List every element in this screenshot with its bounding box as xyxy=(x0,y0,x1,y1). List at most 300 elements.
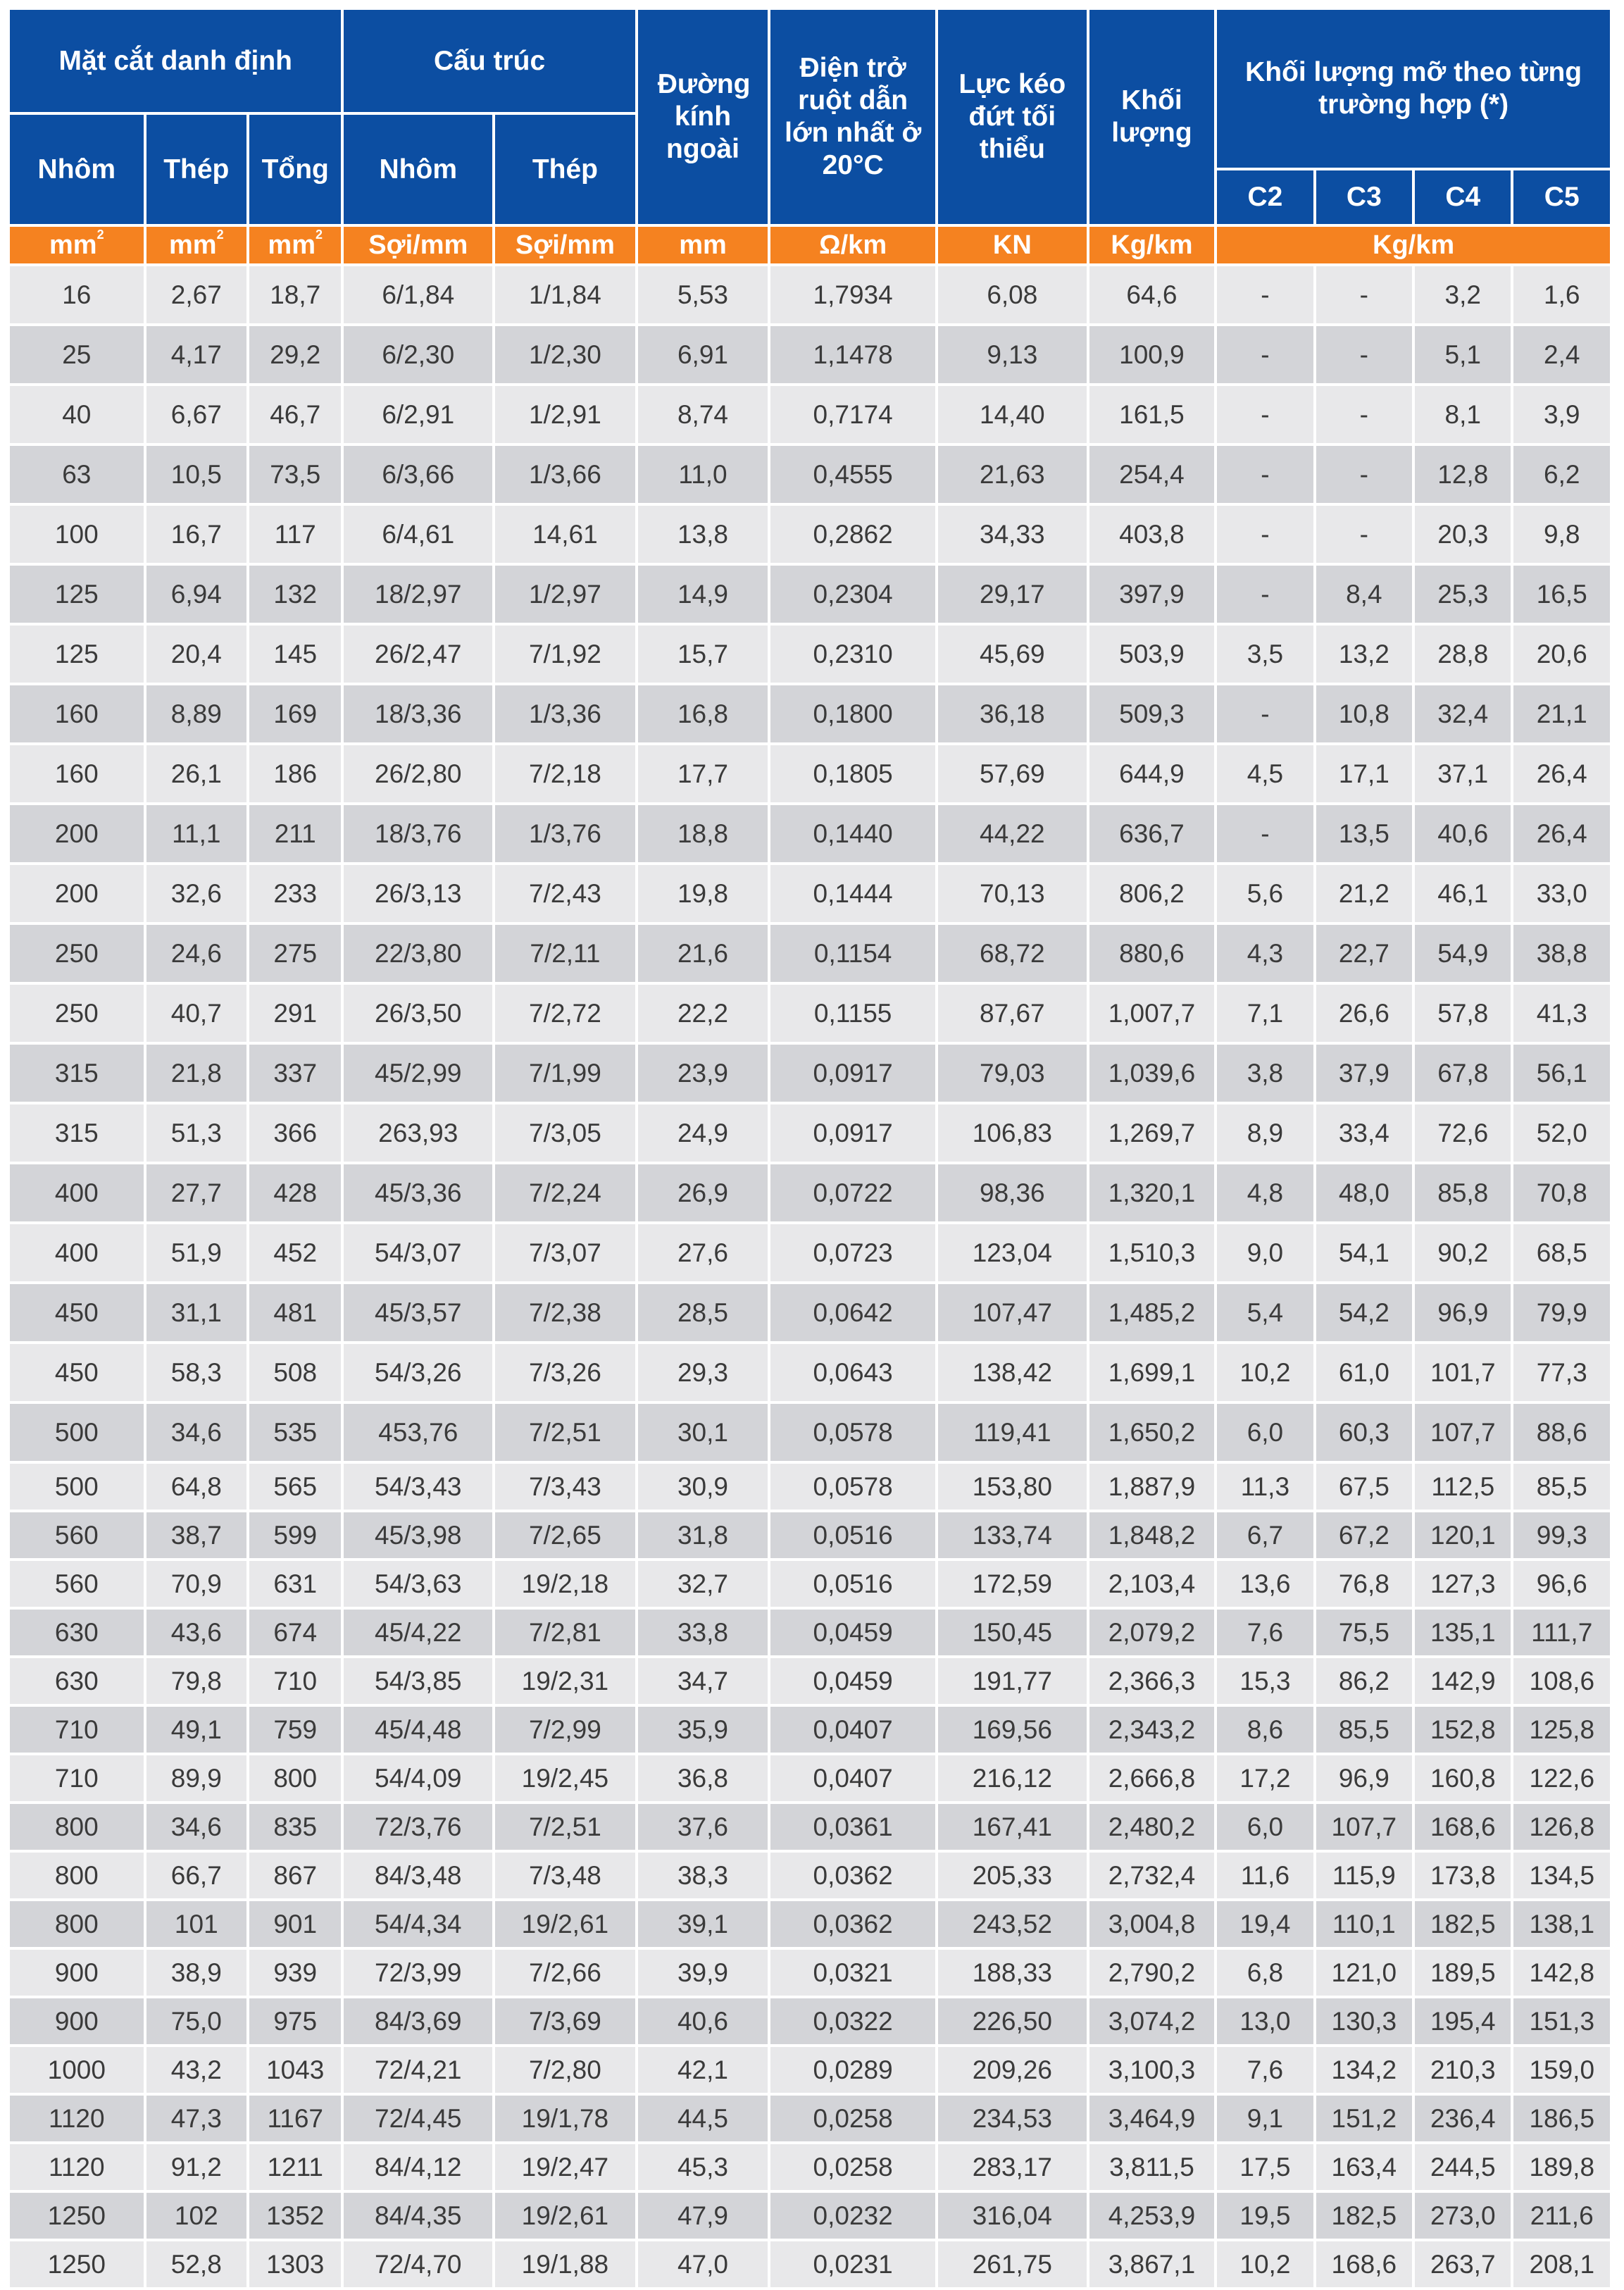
cell-steel-wires: 7/1,99 xyxy=(495,1045,635,1102)
cell-outer-diameter: 5,53 xyxy=(638,266,768,323)
cell-grease-c5: 208,1 xyxy=(1513,2241,1610,2287)
units-row xyxy=(10,227,1610,263)
cell-outer-diameter: 6,91 xyxy=(638,326,768,383)
cell-grease-c2: 10,2 xyxy=(1217,2241,1313,2287)
table-row xyxy=(10,1950,1610,1996)
header-c5: C5 xyxy=(1513,170,1610,224)
cell-resistance: 0,1800 xyxy=(770,685,935,742)
cell-resistance: 0,0578 xyxy=(770,1404,935,1461)
cell-resistance: 0,0361 xyxy=(770,1804,935,1850)
cell-mass: 1,650,2 xyxy=(1089,1404,1215,1461)
cell-grease-c4: 8,1 xyxy=(1415,386,1511,443)
cell-grease-c5: 108,6 xyxy=(1513,1658,1610,1704)
cell-grease-c2: - xyxy=(1217,566,1313,623)
table-body xyxy=(10,266,1610,2287)
cell-grease-c2: 10,2 xyxy=(1217,1344,1313,1401)
cell-tensile: 172,59 xyxy=(938,1561,1087,1607)
cell-aluminium-area: 1120 xyxy=(10,2144,144,2190)
cell-outer-diameter: 38,3 xyxy=(638,1853,768,1898)
cell-outer-diameter: 33,8 xyxy=(638,1610,768,1655)
cell-steel-area: 101 xyxy=(146,1901,246,1947)
cell-outer-diameter: 26,9 xyxy=(638,1164,768,1221)
cell-grease-c3: 37,9 xyxy=(1316,1045,1412,1102)
cell-grease-c2: 13,6 xyxy=(1217,1561,1313,1607)
table-row xyxy=(10,2193,1610,2239)
header-nominal-section: Mặt cắt danh định xyxy=(10,10,341,112)
cell-mass: 3,100,3 xyxy=(1089,2047,1215,2093)
cell-grease-c2: 19,5 xyxy=(1217,2193,1313,2239)
cell-outer-diameter: 22,2 xyxy=(638,985,768,1042)
cell-total-area: 631 xyxy=(249,1561,341,1607)
cell-grease-c5: 70,8 xyxy=(1513,1164,1610,1221)
cell-grease-c2: 7,6 xyxy=(1217,2047,1313,2093)
cell-mass: 3,464,9 xyxy=(1089,2096,1215,2141)
cell-mass: 1,007,7 xyxy=(1089,985,1215,1042)
cell-tensile: 34,33 xyxy=(938,506,1087,563)
cell-total-area: 481 xyxy=(249,1284,341,1341)
cell-aluminium-wires: 54/4,34 xyxy=(344,1901,492,1947)
cell-grease-c2: 5,4 xyxy=(1217,1284,1313,1341)
cell-tensile: 123,04 xyxy=(938,1224,1087,1281)
cell-total-area: 710 xyxy=(249,1658,341,1704)
cell-total-area: 1303 xyxy=(249,2241,341,2287)
cell-grease-c4: 57,8 xyxy=(1415,985,1511,1042)
cell-grease-c4: 67,8 xyxy=(1415,1045,1511,1102)
cell-grease-c4: 107,7 xyxy=(1415,1404,1511,1461)
cell-tensile: 119,41 xyxy=(938,1404,1087,1461)
cell-steel-area: 75,0 xyxy=(146,1998,246,2044)
cell-grease-c3: - xyxy=(1316,446,1412,503)
cell-total-area: 18,7 xyxy=(249,266,341,323)
cell-grease-c2: - xyxy=(1217,506,1313,563)
cell-tensile: 169,56 xyxy=(938,1707,1087,1753)
cell-grease-c2: 6,0 xyxy=(1217,1804,1313,1850)
cell-total-area: 132 xyxy=(249,566,341,623)
cell-grease-c4: 46,1 xyxy=(1415,865,1511,922)
cell-resistance: 0,0459 xyxy=(770,1610,935,1655)
cell-aluminium-area: 1120 xyxy=(10,2096,144,2141)
cell-resistance: 0,0362 xyxy=(770,1901,935,1947)
cell-grease-c5: 79,9 xyxy=(1513,1284,1610,1341)
cell-tensile: 205,33 xyxy=(938,1853,1087,1898)
cell-grease-c5: 186,5 xyxy=(1513,2096,1610,2141)
cell-grease-c4: 210,3 xyxy=(1415,2047,1511,2093)
cell-resistance: 0,0258 xyxy=(770,2144,935,2190)
cell-aluminium-wires: 45/4,22 xyxy=(344,1610,492,1655)
cell-steel-wires: 19/2,61 xyxy=(495,2193,635,2239)
cell-total-area: 211 xyxy=(249,805,341,862)
cell-outer-diameter: 39,1 xyxy=(638,1901,768,1947)
cell-tensile: 87,67 xyxy=(938,985,1087,1042)
cell-resistance: 0,1154 xyxy=(770,925,935,982)
cell-outer-diameter: 35,9 xyxy=(638,1707,768,1753)
cell-total-area: 145 xyxy=(249,626,341,683)
cell-aluminium-area: 160 xyxy=(10,745,144,802)
header-steel-area: Thép xyxy=(146,115,246,224)
cell-aluminium-wires: 54/4,09 xyxy=(344,1755,492,1801)
cell-grease-c2: 13,0 xyxy=(1217,1998,1313,2044)
cell-grease-c4: 195,4 xyxy=(1415,1998,1511,2044)
cell-steel-area: 10,5 xyxy=(146,446,246,503)
cell-grease-c2: 15,3 xyxy=(1217,1658,1313,1704)
table-row xyxy=(10,685,1610,742)
cell-steel-wires: 7/2,80 xyxy=(495,2047,635,2093)
cell-tensile: 36,18 xyxy=(938,685,1087,742)
cell-aluminium-wires: 54/3,85 xyxy=(344,1658,492,1704)
cell-resistance: 0,4555 xyxy=(770,446,935,503)
cell-aluminium-wires: 26/2,80 xyxy=(344,745,492,802)
cell-outer-diameter: 40,6 xyxy=(638,1998,768,2044)
cell-tensile: 107,47 xyxy=(938,1284,1087,1341)
cell-aluminium-wires: 45/3,98 xyxy=(344,1512,492,1558)
cell-aluminium-area: 500 xyxy=(10,1404,144,1461)
cell-steel-wires: 1/3,36 xyxy=(495,685,635,742)
cell-steel-area: 6,67 xyxy=(146,386,246,443)
header-c2: C2 xyxy=(1217,170,1313,224)
cell-steel-wires: 7/2,81 xyxy=(495,1610,635,1655)
header-aluminium-wires: Nhôm xyxy=(344,115,492,224)
cell-grease-c3: 10,8 xyxy=(1316,685,1412,742)
cell-grease-c5: 159,0 xyxy=(1513,2047,1610,2093)
table-row xyxy=(10,1658,1610,1704)
cell-aluminium-area: 125 xyxy=(10,566,144,623)
cell-grease-c3: 163,4 xyxy=(1316,2144,1412,2190)
cell-steel-wires: 1/1,84 xyxy=(495,266,635,323)
cell-steel-area: 58,3 xyxy=(146,1344,246,1401)
cell-grease-c5: 126,8 xyxy=(1513,1804,1610,1850)
table-row xyxy=(10,985,1610,1042)
cell-tensile: 44,22 xyxy=(938,805,1087,862)
cell-aluminium-wires: 72/3,76 xyxy=(344,1804,492,1850)
cell-grease-c4: 112,5 xyxy=(1415,1464,1511,1510)
cell-aluminium-area: 560 xyxy=(10,1512,144,1558)
cell-tensile: 14,40 xyxy=(938,386,1087,443)
cell-grease-c4: 120,1 xyxy=(1415,1512,1511,1558)
cell-tensile: 70,13 xyxy=(938,865,1087,922)
cell-resistance: 0,1440 xyxy=(770,805,935,862)
cell-grease-c3: 54,1 xyxy=(1316,1224,1412,1281)
cell-grease-c4: 273,0 xyxy=(1415,2193,1511,2239)
table-row xyxy=(10,1804,1610,1850)
cell-mass: 2,732,4 xyxy=(1089,1853,1215,1898)
cell-outer-diameter: 47,9 xyxy=(638,2193,768,2239)
cell-grease-c2: 3,5 xyxy=(1217,626,1313,683)
cell-aluminium-area: 630 xyxy=(10,1610,144,1655)
cell-steel-area: 6,94 xyxy=(146,566,246,623)
cell-grease-c5: 125,8 xyxy=(1513,1707,1610,1753)
cell-total-area: 901 xyxy=(249,1901,341,1947)
cell-grease-c3: 134,2 xyxy=(1316,2047,1412,2093)
cell-mass: 1,699,1 xyxy=(1089,1344,1215,1401)
cell-aluminium-wires: 26/3,50 xyxy=(344,985,492,1042)
cell-mass: 2,366,3 xyxy=(1089,1658,1215,1704)
cell-grease-c4: 152,8 xyxy=(1415,1707,1511,1753)
cell-outer-diameter: 8,74 xyxy=(638,386,768,443)
header-mass: Khối lượng xyxy=(1089,10,1215,224)
cell-grease-c3: 75,5 xyxy=(1316,1610,1412,1655)
cell-tensile: 209,26 xyxy=(938,2047,1087,2093)
cell-mass: 254,4 xyxy=(1089,446,1215,503)
cell-grease-c5: 38,8 xyxy=(1513,925,1610,982)
unit-steel-wires: Sợi/mm xyxy=(495,227,635,263)
cell-aluminium-area: 200 xyxy=(10,865,144,922)
cell-outer-diameter: 23,9 xyxy=(638,1045,768,1102)
cell-aluminium-area: 16 xyxy=(10,266,144,323)
cell-steel-area: 4,17 xyxy=(146,326,246,383)
cell-total-area: 366 xyxy=(249,1104,341,1162)
cell-resistance: 0,0578 xyxy=(770,1464,935,1510)
unit-outer-diameter: mm xyxy=(638,227,768,263)
cell-mass: 397,9 xyxy=(1089,566,1215,623)
cell-steel-area: 11,1 xyxy=(146,805,246,862)
cell-grease-c5: 2,4 xyxy=(1513,326,1610,383)
cell-steel-wires: 1/2,97 xyxy=(495,566,635,623)
cell-total-area: 535 xyxy=(249,1404,341,1461)
cell-mass: 3,811,5 xyxy=(1089,2144,1215,2190)
cell-aluminium-area: 40 xyxy=(10,386,144,443)
cell-grease-c5: 122,6 xyxy=(1513,1755,1610,1801)
table-header xyxy=(10,10,1610,263)
cell-grease-c5: 33,0 xyxy=(1513,865,1610,922)
cell-steel-area: 32,6 xyxy=(146,865,246,922)
cell-grease-c5: 1,6 xyxy=(1513,266,1610,323)
cell-tensile: 79,03 xyxy=(938,1045,1087,1102)
cell-grease-c3: 85,5 xyxy=(1316,1707,1412,1753)
cell-resistance: 0,0232 xyxy=(770,2193,935,2239)
cell-outer-diameter: 16,8 xyxy=(638,685,768,742)
cell-grease-c4: 85,8 xyxy=(1415,1164,1511,1221)
cell-grease-c3: 76,8 xyxy=(1316,1561,1412,1607)
cell-outer-diameter: 27,6 xyxy=(638,1224,768,1281)
cell-grease-c2: 11,3 xyxy=(1217,1464,1313,1510)
cell-total-area: 169 xyxy=(249,685,341,742)
cell-aluminium-wires: 84/3,48 xyxy=(344,1853,492,1898)
cell-steel-wires: 19/1,78 xyxy=(495,2096,635,2141)
cell-tensile: 106,83 xyxy=(938,1104,1087,1162)
cell-grease-c5: 9,8 xyxy=(1513,506,1610,563)
cell-outer-diameter: 18,8 xyxy=(638,805,768,862)
cell-tensile: 226,50 xyxy=(938,1998,1087,2044)
cell-mass: 1,039,6 xyxy=(1089,1045,1215,1102)
cell-aluminium-area: 400 xyxy=(10,1164,144,1221)
cell-tensile: 57,69 xyxy=(938,745,1087,802)
cell-aluminium-wires: 263,93 xyxy=(344,1104,492,1162)
cell-resistance: 0,1805 xyxy=(770,745,935,802)
cell-tensile: 9,13 xyxy=(938,326,1087,383)
cell-grease-c5: 68,5 xyxy=(1513,1224,1610,1281)
cell-steel-area: 43,2 xyxy=(146,2047,246,2093)
cell-grease-c3: 182,5 xyxy=(1316,2193,1412,2239)
cell-grease-c2: 7,1 xyxy=(1217,985,1313,1042)
cell-steel-wires: 7/3,26 xyxy=(495,1344,635,1401)
cell-grease-c2: - xyxy=(1217,386,1313,443)
cell-grease-c3: 86,2 xyxy=(1316,1658,1412,1704)
cell-tensile: 68,72 xyxy=(938,925,1087,982)
cell-steel-area: 49,1 xyxy=(146,1707,246,1753)
cell-grease-c4: 20,3 xyxy=(1415,506,1511,563)
cell-total-area: 867 xyxy=(249,1853,341,1898)
cell-grease-c2: 9,0 xyxy=(1217,1224,1313,1281)
cell-total-area: 1352 xyxy=(249,2193,341,2239)
table-row xyxy=(10,1707,1610,1753)
cell-steel-area: 89,9 xyxy=(146,1755,246,1801)
cell-outer-diameter: 30,9 xyxy=(638,1464,768,1510)
cell-steel-area: 21,8 xyxy=(146,1045,246,1102)
cell-mass: 880,6 xyxy=(1089,925,1215,982)
cell-resistance: 0,0322 xyxy=(770,1998,935,2044)
cell-resistance: 0,0917 xyxy=(770,1045,935,1102)
cell-mass: 2,103,4 xyxy=(1089,1561,1215,1607)
cell-steel-wires: 7/2,99 xyxy=(495,1707,635,1753)
cell-grease-c2: 4,5 xyxy=(1217,745,1313,802)
cell-steel-area: 66,7 xyxy=(146,1853,246,1898)
cell-tensile: 6,08 xyxy=(938,266,1087,323)
cell-grease-c2: 4,3 xyxy=(1217,925,1313,982)
cell-tensile: 29,17 xyxy=(938,566,1087,623)
cell-grease-c5: 3,9 xyxy=(1513,386,1610,443)
table-row xyxy=(10,805,1610,862)
cell-steel-wires: 7/1,92 xyxy=(495,626,635,683)
cell-aluminium-area: 900 xyxy=(10,1998,144,2044)
cell-aluminium-area: 800 xyxy=(10,1853,144,1898)
cell-steel-area: 8,89 xyxy=(146,685,246,742)
header-aluminium-area: Nhôm xyxy=(10,115,144,224)
cell-aluminium-area: 900 xyxy=(10,1950,144,1996)
cell-mass: 2,343,2 xyxy=(1089,1707,1215,1753)
cell-resistance: 0,0407 xyxy=(770,1755,935,1801)
unit-steel-area: $mm^2$ xyxy=(146,227,246,263)
cell-grease-c3: 67,5 xyxy=(1316,1464,1412,1510)
cell-aluminium-wires: 72/3,99 xyxy=(344,1950,492,1996)
cell-tensile: 98,36 xyxy=(938,1164,1087,1221)
cell-steel-wires: 7/2,24 xyxy=(495,1164,635,1221)
cell-outer-diameter: 13,8 xyxy=(638,506,768,563)
cell-mass: 806,2 xyxy=(1089,865,1215,922)
header-structure: Cấu trúc xyxy=(344,10,635,112)
cell-outer-diameter: 32,7 xyxy=(638,1561,768,1607)
table-row xyxy=(10,1561,1610,1607)
cell-grease-c3: - xyxy=(1316,326,1412,383)
cell-grease-c4: 96,9 xyxy=(1415,1284,1511,1341)
cell-resistance: 1,1478 xyxy=(770,326,935,383)
cell-aluminium-area: 1000 xyxy=(10,2047,144,2093)
cell-tensile: 261,75 xyxy=(938,2241,1087,2287)
cell-grease-c2: 6,8 xyxy=(1217,1950,1313,1996)
cell-tensile: 21,63 xyxy=(938,446,1087,503)
cell-resistance: 0,0321 xyxy=(770,1950,935,1996)
cell-mass: 2,666,8 xyxy=(1089,1755,1215,1801)
cell-grease-c5: 26,4 xyxy=(1513,745,1610,802)
cell-aluminium-wires: 18/2,97 xyxy=(344,566,492,623)
cell-tensile: 243,52 xyxy=(938,1901,1087,1947)
cell-aluminium-wires: 72/4,21 xyxy=(344,2047,492,2093)
table-row xyxy=(10,626,1610,683)
cell-total-area: 73,5 xyxy=(249,446,341,503)
cell-grease-c3: 151,2 xyxy=(1316,2096,1412,2141)
table-row xyxy=(10,1610,1610,1655)
table-row xyxy=(10,1755,1610,1801)
cell-steel-wires: 7/2,51 xyxy=(495,1404,635,1461)
cell-steel-wires: 1/2,30 xyxy=(495,326,635,383)
cell-steel-area: 51,3 xyxy=(146,1104,246,1162)
cell-grease-c5: 88,6 xyxy=(1513,1404,1610,1461)
cell-steel-wires: 7/3,05 xyxy=(495,1104,635,1162)
cell-aluminium-wires: 6/2,30 xyxy=(344,326,492,383)
cell-grease-c3: 96,9 xyxy=(1316,1755,1412,1801)
cell-grease-c5: 77,3 xyxy=(1513,1344,1610,1401)
cell-steel-wires: 1/2,91 xyxy=(495,386,635,443)
cell-mass: 2,790,2 xyxy=(1089,1950,1215,1996)
cell-aluminium-area: 200 xyxy=(10,805,144,862)
cell-steel-wires: 19/2,47 xyxy=(495,2144,635,2190)
cell-steel-area: 27,7 xyxy=(146,1164,246,1221)
cell-aluminium-area: 1250 xyxy=(10,2193,144,2239)
conductor-spec-table xyxy=(7,7,1613,2290)
cell-total-area: 275 xyxy=(249,925,341,982)
cell-grease-c3: 115,9 xyxy=(1316,1853,1412,1898)
cell-aluminium-wires: 54/3,63 xyxy=(344,1561,492,1607)
cell-grease-c5: 151,3 xyxy=(1513,1998,1610,2044)
cell-steel-wires: 7/2,66 xyxy=(495,1950,635,1996)
table-row xyxy=(10,1464,1610,1510)
cell-grease-c4: 182,5 xyxy=(1415,1901,1511,1947)
cell-aluminium-wires: 26/3,13 xyxy=(344,865,492,922)
cell-grease-c4: 263,7 xyxy=(1415,2241,1511,2287)
cell-steel-area: 38,7 xyxy=(146,1512,246,1558)
cell-grease-c4: 40,6 xyxy=(1415,805,1511,862)
cell-steel-area: 40,7 xyxy=(146,985,246,1042)
cell-mass: 161,5 xyxy=(1089,386,1215,443)
table-row xyxy=(10,2047,1610,2093)
cell-mass: 3,867,1 xyxy=(1089,2241,1215,2287)
cell-resistance: 0,0289 xyxy=(770,2047,935,2093)
cell-total-area: 1211 xyxy=(249,2144,341,2190)
cell-aluminium-wires: 54/3,07 xyxy=(344,1224,492,1281)
cell-steel-wires: 7/2,51 xyxy=(495,1804,635,1850)
cell-total-area: 1043 xyxy=(249,2047,341,2093)
cell-aluminium-area: 400 xyxy=(10,1224,144,1281)
cell-mass: 636,7 xyxy=(1089,805,1215,862)
cell-steel-wires: 19/2,31 xyxy=(495,1658,635,1704)
cell-aluminium-wires: 453,76 xyxy=(344,1404,492,1461)
cell-grease-c3: - xyxy=(1316,506,1412,563)
cell-grease-c3: 33,4 xyxy=(1316,1104,1412,1162)
cell-total-area: 46,7 xyxy=(249,386,341,443)
cell-aluminium-area: 100 xyxy=(10,506,144,563)
table-row xyxy=(10,1104,1610,1162)
cell-grease-c2: - xyxy=(1217,266,1313,323)
cell-mass: 1,510,3 xyxy=(1089,1224,1215,1281)
cell-grease-c5: 142,8 xyxy=(1513,1950,1610,1996)
cell-mass: 644,9 xyxy=(1089,745,1215,802)
unit-mass: Kg/km xyxy=(1089,227,1215,263)
cell-grease-c3: 13,5 xyxy=(1316,805,1412,862)
cell-aluminium-area: 800 xyxy=(10,1804,144,1850)
cell-grease-c5: 26,4 xyxy=(1513,805,1610,862)
cell-total-area: 233 xyxy=(249,865,341,922)
cell-grease-c4: 25,3 xyxy=(1415,566,1511,623)
table-row xyxy=(10,2241,1610,2287)
cell-resistance: 0,0643 xyxy=(770,1344,935,1401)
cell-grease-c3: 60,3 xyxy=(1316,1404,1412,1461)
cell-grease-c2: 11,6 xyxy=(1217,1853,1313,1898)
cell-aluminium-wires: 72/4,45 xyxy=(344,2096,492,2141)
header-grease-mass: Khối lượng mỡ theo từng trường hợp (*) xyxy=(1217,10,1610,168)
cell-aluminium-area: 710 xyxy=(10,1707,144,1753)
cell-steel-wires: 19/2,45 xyxy=(495,1755,635,1801)
table-row xyxy=(10,2096,1610,2141)
cell-aluminium-area: 315 xyxy=(10,1045,144,1102)
